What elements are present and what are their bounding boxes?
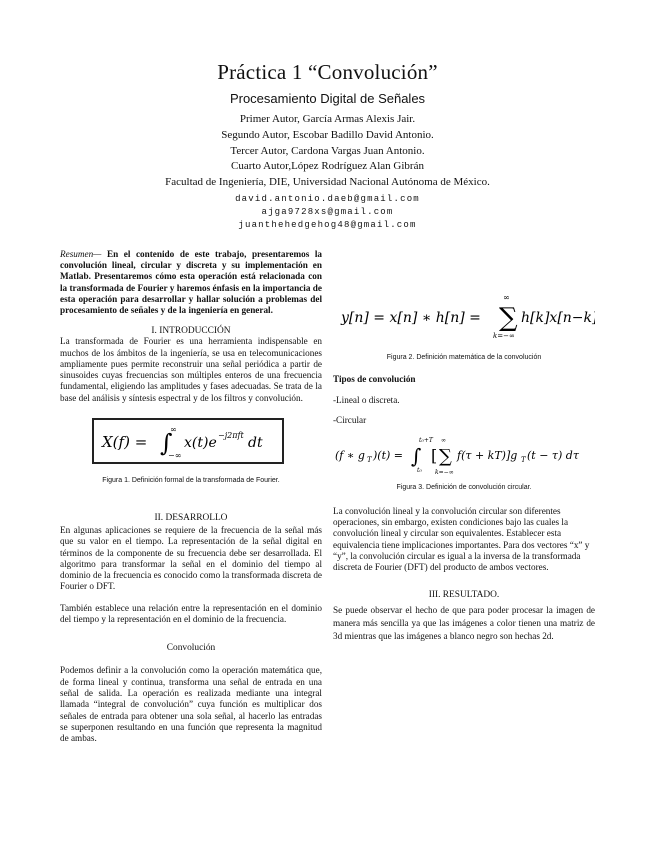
svg-text:X(f) =: X(f) = [102, 433, 148, 451]
resultado-paragraph: Se puede observar el hecho de que para poder procesar la imagen de manera más sencilla ya que las imágenes a color tienen una matriz de 3d mientras que las imágenes a blanco negro son hechas 2d. [333, 604, 595, 641]
tipo-item-lineal: -Lineal o discreta. [333, 395, 400, 406]
desarrollo-paragraph-1: En algunas aplicaciones se requiere de la frecuencia de la señal más que su valor en el tiempo. La representación de la señal digital en términos de la componente de su frecuencia debe ser desarrollada. El algoritmo para transformar la señal en el dominio del tiempo al dominio de la frecuencia es conocido como la transformada discreta de Fourier o DFT. [60, 525, 322, 592]
section-title-desarrollo: II. DESARROLLO [154, 513, 228, 523]
convolution-formula [333, 290, 595, 340]
abstract-text: En el contenido de este trabajo, presentaremos la convolución lineal, circular y discreta y su implementación en Matlab. Presentaremos cómo esta operación está relacionada con la transformada de Fourier y haremos énfasis en la importancia de esta operación para desarrollar y hallar solución a problemas del procesamiento de señales y de la ingeniería en general. [60, 249, 323, 316]
svg-text:k=−∞: k=−∞ [493, 332, 515, 340]
figure-3-caption: Figura 3. Definición de convolución circular. [396, 483, 532, 491]
svg-text:∞: ∞ [170, 425, 177, 434]
svg-text:k=−∞: k=−∞ [435, 468, 454, 476]
affiliation: Facultad de Ingeniería, DIE, Universidad Nacional Autónoma de México. [165, 176, 490, 189]
svg-text:t₀+T: t₀+T [419, 436, 433, 444]
abstract-label: Resumen— [60, 249, 102, 259]
svg-text:(t − τ) dτ: (t − τ) dτ [527, 448, 579, 462]
fourier-formula [92, 418, 284, 464]
svg-text:∫: ∫ [411, 443, 422, 468]
author-line: Tercer Autor, Cardona Vargas Juan Antonio. [230, 144, 425, 157]
svg-text:)(t) =: )(t) = [373, 448, 404, 462]
svg-text:T: T [521, 455, 526, 464]
section-title-resultado: III. RESULTADO. [428, 589, 500, 600]
figure-2-caption: Figura 2. Definición matemática de la convolución [386, 354, 542, 361]
paper-subtitle: Procesamiento Digital de Señales [229, 91, 426, 106]
svg-text:x(t)e: x(t)e [184, 435, 217, 451]
author-list [0, 112, 655, 191]
figure-1-caption: Figura 1. Definición formal de la transformada de Fourier. [102, 477, 280, 484]
svg-text:∑: ∑ [499, 303, 518, 333]
svg-text:−j2πft: −j2πft [218, 431, 244, 440]
svg-text:dt: dt [248, 435, 263, 451]
svg-text:t₀: t₀ [417, 466, 422, 474]
fourier-formula-graphic [98, 422, 278, 460]
circular-convolution-formula [333, 432, 595, 476]
svg-text:∞: ∞ [503, 293, 510, 302]
svg-text:[: [ [431, 445, 438, 465]
abstract [60, 249, 322, 316]
author-line: Primer Autor, García Armas Alexis Jair. [239, 113, 416, 125]
left-column [60, 249, 322, 744]
svg-text:∑: ∑ [439, 445, 452, 467]
desarrollo-paragraph-2: También establece una relación entre la representación en el dominio del tiempo y la representación en el dominio de la frecuencia. [60, 602, 322, 625]
intro-text: La transformada de Fourier es una herramienta indispensable en muchos de los ámbitos de la ingeniería, se usa en telecomunicaciones ampliamente pues permite reconstruir una señal periódica a partir de sinusoides cuyas frecuencias son múltiples enteros de una frecuencia fundamental, eligiendo las amplitudes y fases adecuadas. Se trata de la base del análisis y síntesis espectral y de los filtros y convolución. [60, 336, 322, 403]
circular-paragraph: La convolución lineal y la convolución circular son diferentes operaciones, sin embargo, existen condiciones bajo las cuales la convolución lineal y circular son equivalentes. Establecer esta equivalencia tiene implicaciones importantes. Para dos vectores “x” y “y”, la convolución circular es igual a la inversa de la transformada discreta de Fourier (DFT) del producto de ambos vectores. [333, 505, 590, 573]
email[interactable]: david.antonio.daeb@gmail.com [235, 194, 420, 204]
svg-text:f(τ + kT)]g: f(τ + kT)]g [457, 448, 518, 462]
svg-text:y[n] = x[n] ∗ h[n] =: y[n] = x[n] ∗ h[n] = [341, 310, 481, 326]
author-line: Segundo Autor, Escobar Badillo David Antonio. [221, 128, 434, 141]
paper-title: Práctica 1 “Convolución” [217, 60, 438, 84]
author-line: Cuarto Autor,López Rodríguez Alan Gibrán [231, 160, 424, 173]
email[interactable]: juanthehedgehog48@gmail.com [238, 220, 417, 230]
svg-text:−∞: −∞ [168, 451, 182, 460]
section-title-intro: I. INTRODUCCIÓN [151, 326, 231, 337]
svg-text:∞: ∞ [441, 436, 446, 444]
convolucion-subtitle: Convolución [166, 643, 216, 654]
tipo-item-circular: -Circular [333, 414, 367, 425]
email[interactable]: ajga9728xs@gmail.com [261, 207, 394, 217]
svg-text:T: T [367, 455, 372, 464]
email-list [0, 193, 655, 232]
desarrollo-paragraph-3: Podemos definir a la convolución como la operación matemática que, de forma lineal y continua, transforma una señal de entrada en una señal de salida. La operación es realizada mediante una integral llamada “integral de convolución” cuya función es multiplicar dos señales de entrada para obtener una sola señal, al hacerlo las entradas se superponen resultando en una función que representa la magnitud de ambas. [60, 665, 322, 744]
svg-text:(f ∗ g: (f ∗ g [335, 448, 365, 462]
tipos-title: Tipos de convolución [333, 374, 416, 384]
svg-text:∫: ∫ [160, 429, 173, 457]
right-column [333, 290, 595, 643]
svg-text:h[k]x[n−k]: h[k]x[n−k] [521, 310, 595, 326]
